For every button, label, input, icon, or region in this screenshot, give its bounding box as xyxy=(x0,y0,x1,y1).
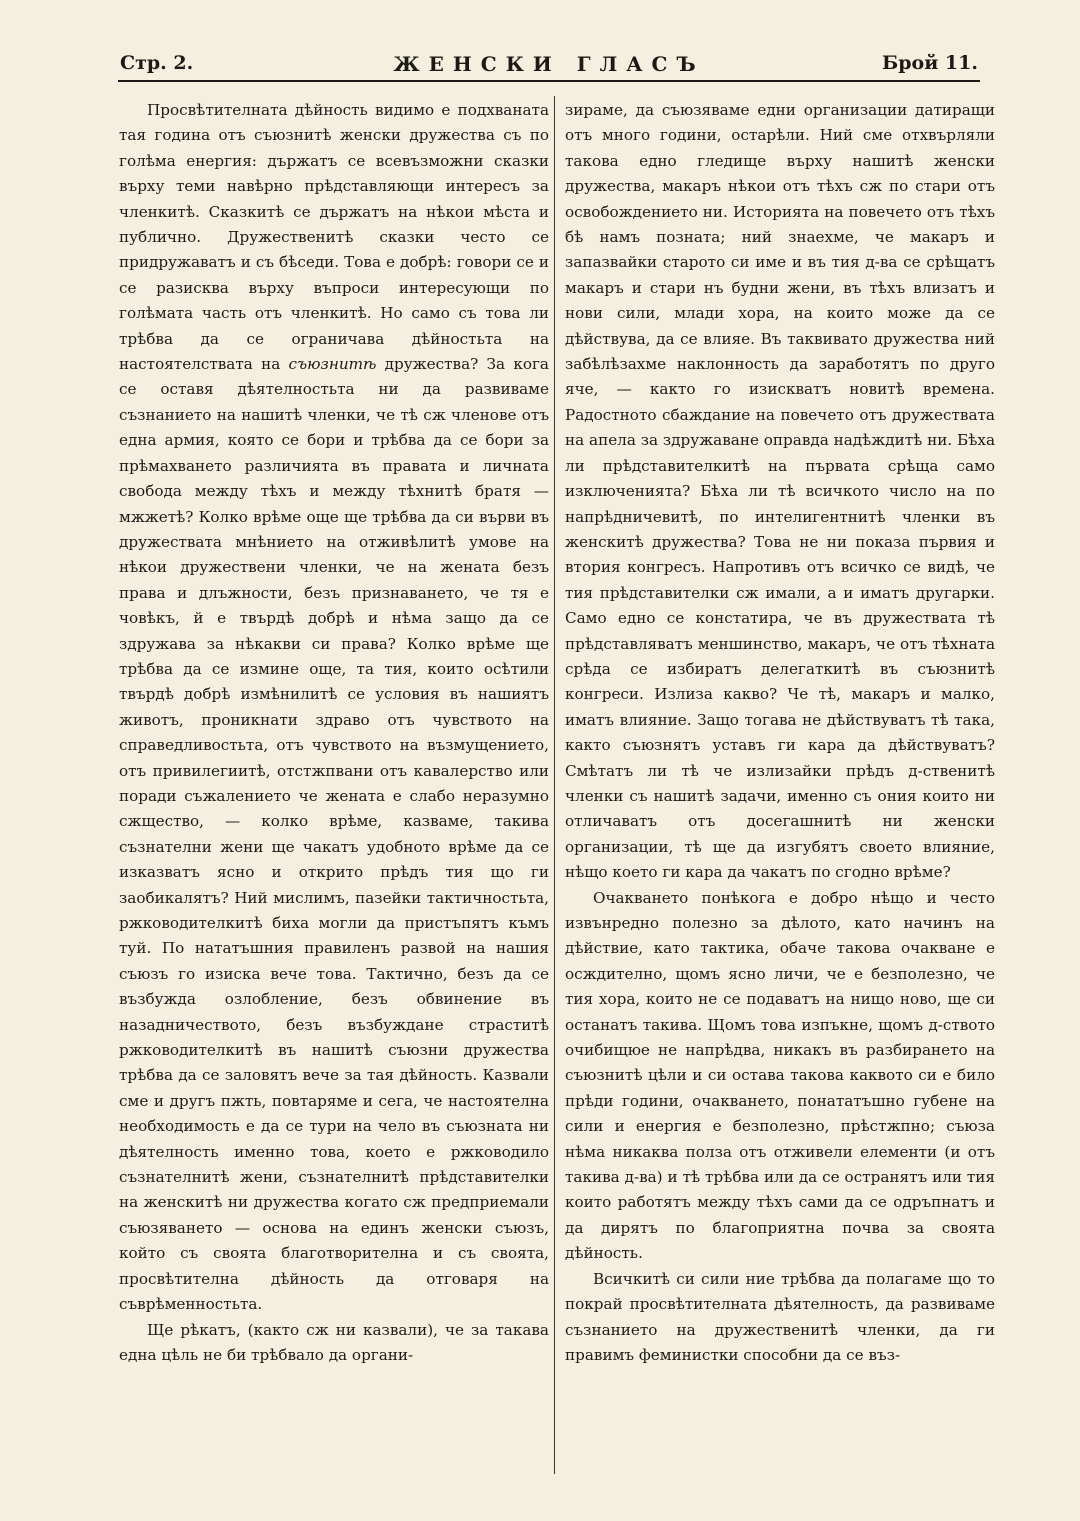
right-paragraph-2: Очакването понѣкога е добро нѣщо и често извънредно полезно за дѣлото, като начинъ на дѣйствие, като тактика, обаче такова очакване е осждително, щомъ ясно личи, че е безполезно, че тия хора, които не се подаватъ на нищо ново, ще си останатъ такива. Щомъ това изпъкне, щомъ д-ството очибищюе не напрѣдва, никакъ въ разбирането на съюзнитѣ цѣли и си остава такова каквото си е било прѣди години, очакването, понататъшно губене на сили и енергия е безполезно, прѣстжпно; съюза нѣма никаква полза отъ отживели елементи (и отъ такива д-ва) и тѣ трѣбва или да се остранятъ или тия които работятъ между тѣхъ сами да се одръпнатъ и да дирятъ по благоприятна почва за своята дѣйность. xyxy=(565,888,995,1263)
newspaper-title: ЖЕНСКИ ГЛАСЪ xyxy=(393,52,705,76)
left-paragraph-1-rest: дружества? За кога се оставя дѣятелностьта ни да развиваме съзнанието на нашитѣ членки, че тѣ сж членове отъ една армия, която се бори и трѣбва да се бори за прѣмахването различията въ правата и личната свобода между тѣхъ и между тѣхнитѣ братя — мжжетѣ? Колко врѣме още ще трѣбва да си върви въ дружествата мнѣнието на отживѣлитѣ умове на нѣкои дружествени членки, че на жената безъ права и длъжности, безъ признаването, че тя е човѣкъ, й е твърдѣ добрѣ и нѣма защо да се здружава за нѣкакви си права? Колко врѣме ще трѣбва да се измине още, та тия, които осѣтили твърдѣ добрѣ измѣнилитѣ се условия въ нашиятъ животъ, проникнати здраво отъ чувството на справедливостьта, отъ чувството на възмущението, отъ привилегиитѣ, отстжпвани отъ кавалерство или поради съжалението че жената е слабо неразумно сжщество, — колко врѣме, казваме, такива съзнателни жени ще чакатъ удобното врѣме да се изказватъ ясно и открито прѣдъ тия що ги заобикалятъ? Ний мислимъ, пазейки тактичностьта, ржководителкитѣ биха могли да пристъпятъ къмъ туй. По нататъшния правиленъ развой на нашия съюзъ го изиска вече това. Тактично, безъ да се възбужда озлобление, безъ обвинение въ назадничеството, безъ възбуждане страститѣ ржководителкитѣ въ нашитѣ съюзни дружества трѣбва да се заловятъ вече за тая дѣйность. Казвали сме и другъ пжть, повтаряме и сега, че настоятелна необходимость е да се тури на чело въ съюзната ни дѣятелность именно това, което е ржководило съзнателнитѣ жени, съзнателнитѣ прѣдставителки на женскитѣ ни дружества когато сж предприемали съюзяването — основа на единъ женски съюзъ, който съ своята благотворителна и съ своята, просвѣтителна дѣйность да отговаря на съврѣменностьта. xyxy=(119,355,549,1314)
right-paragraph-1: зираме, да съюзяваме едни организации датиращи отъ много години, остарѣли. Ний сме отхвърляли такова едно гледище върху нашитѣ женски дружества, макаръ нѣкои отъ тѣхъ сж по стари отъ освобождението ни. Историята на повечето отъ тѣхъ бѣ намъ позната; ний знаехме, че макаръ и запазвайки старото си име и въ тия д-ва се срѣщатъ макаръ и стари нъ будни жени, въ тѣхъ влизатъ и нови сили, млади хора, на които може да се дѣйствува, да се влияе. Въ таквивато дружества ний забѣлѣзахме наклонность да заработятъ по друго яче, — както го изискватъ новитѣ времена. Радостното сбаждание на повечето отъ дружествата на апела за здружаване оправда надѣждитѣ ни. Бѣха ли прѣдставителкитѣ на първата срѣща само изключенията? Бѣха ли тѣ всичкото число на по напрѣдничевитѣ, по интелигентнитѣ членки въ женскитѣ дружества? Това не ни показа първия и втория конгресъ. Напротивъ отъ всичко се видѣ, че тия прѣдставителки сж имали, а и иматъ другарки. Само едно се констатира, че въ дружествата тѣ прѣдставляватъ меншинство, макаръ, че отъ тѣхната срѣда се избиратъ делегаткитѣ въ съюзнитѣ конгреси. Излиза какво? Че тѣ, макаръ и малко, иматъ влияние. Защо тогава не дѣйствуватъ тѣ така, както съюзнятъ уставъ ги кара да дѣйствуватъ? Смѣтатъ ли тѣ че излизайки прѣдъ д-ственитѣ членки съ нашитѣ задачи, именно съ ония които ни отличаватъ отъ досегашнитѣ ни женски организации, тѣ ще да изгубятъ своето влияние, нѣщо което ги кара да чакатъ по сгодно врѣме? xyxy=(565,101,995,882)
emphasized-word: съюзнитѣ xyxy=(288,355,377,374)
left-paragraph-2: Ще рѣкатъ, (както сж ни казвали), че за такава една цѣль не би трѣбвало да органи- xyxy=(119,1320,549,1364)
right-column xyxy=(565,98,995,1368)
page-number: Стр. 2. xyxy=(120,52,194,74)
left-paragraph-1 xyxy=(119,98,549,1318)
right-paragraph-3: Всичкитѣ си сили ние трѣбва да полагаме що то покрай просвѣтителната дѣятелность, да развиваме съзнанието на дружественитѣ членки, да ги правимъ феминистки способни да се въз- xyxy=(565,1269,995,1364)
page-header xyxy=(118,50,980,82)
left-paragraph-1-text: Просвѣтителната дѣйность видимо е подхваната тая година отъ съюзнитѣ женски дружества съ по голѣма енергия: държатъ се всевъзможни сказки върху теми навѣрно прѣдставляющи интересъ за членкитѣ. Сказкитѣ се държатъ на нѣкои мѣста и публично. Дружественитѣ сказки често се придружаватъ и съ бѣседи. Това е добрѣ: говори се и се разисква върху въпроси интересующи по голѣмата часть отъ членкитѣ. Но само съ това ли трѣбва да се ограничава дѣйностьта на настоятелствата на xyxy=(119,101,549,374)
left-column xyxy=(119,98,549,1368)
issue-number: Брой 11. xyxy=(882,52,978,74)
column-divider xyxy=(554,96,555,1474)
